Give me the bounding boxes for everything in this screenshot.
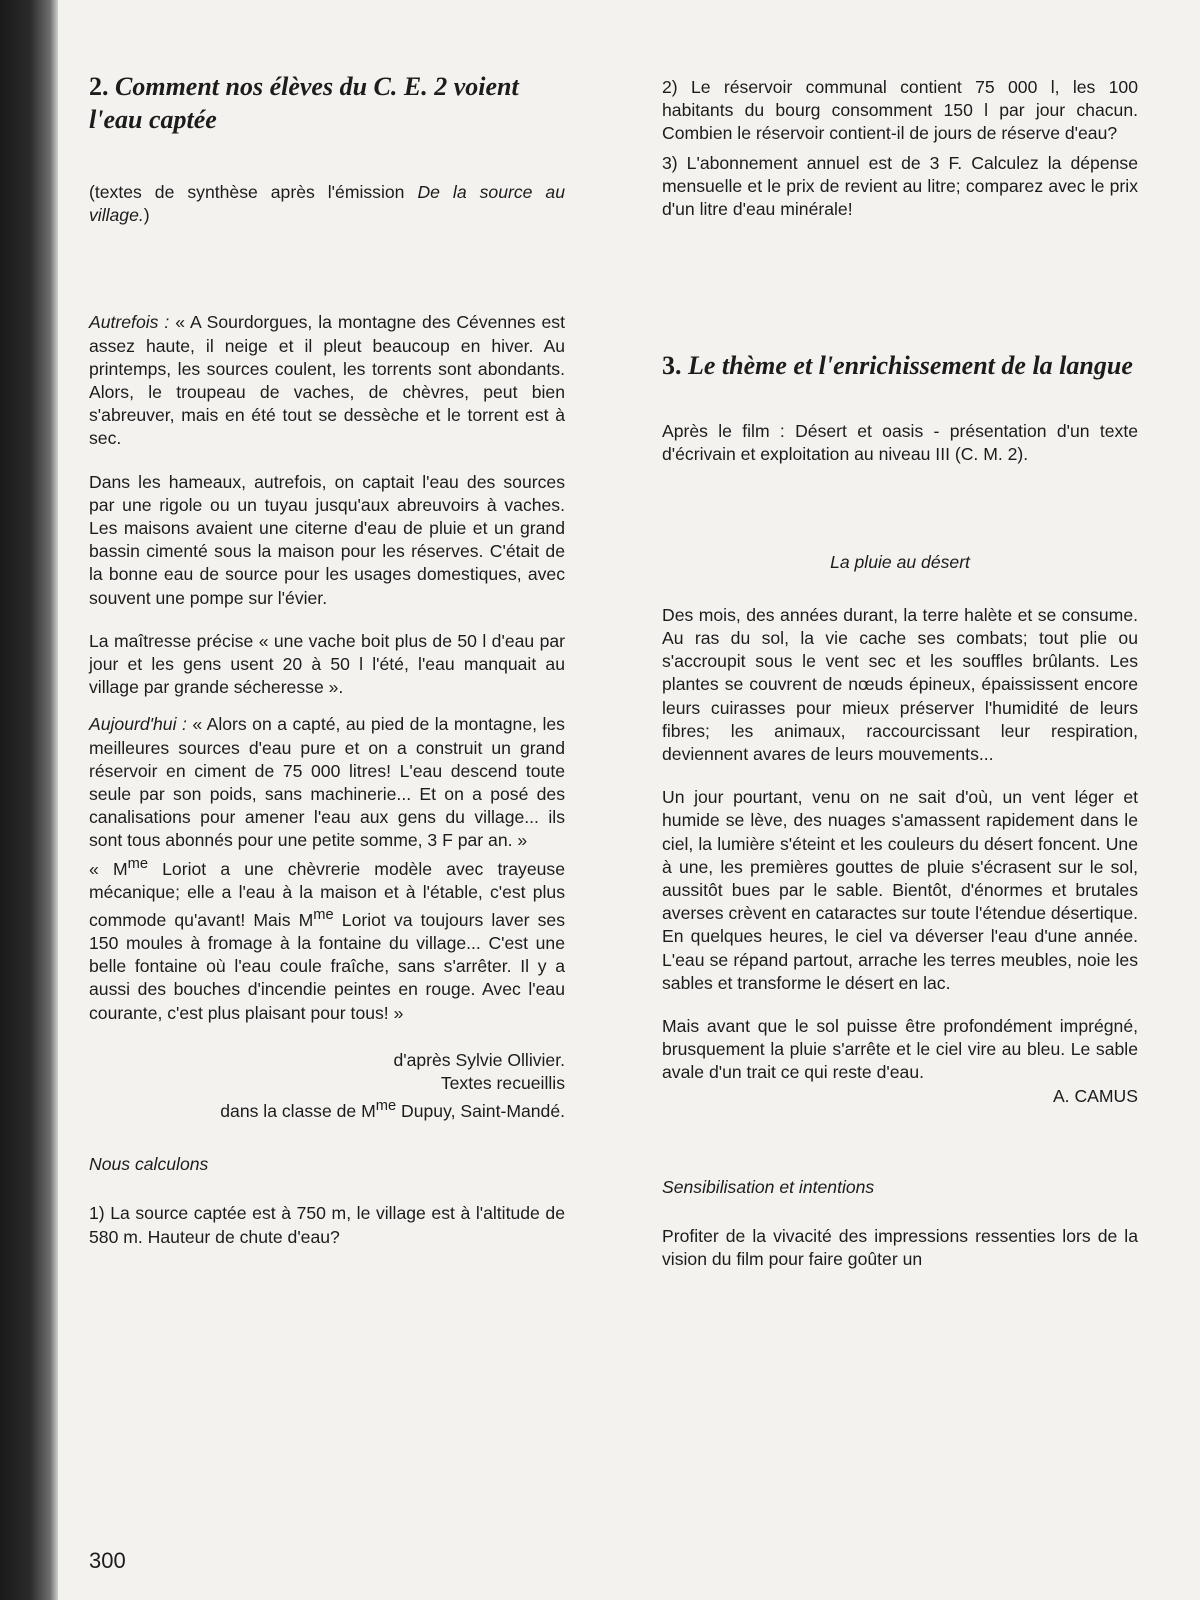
- autrefois-text: « A Sourdorgues, la montagne des Cévennes est assez haute, il neige et il pleut beaucoup en hiver. Au printemps, les sources coulent, les torrents sont abondants. Alors, le troupeau de vaches, de chèvres, peut bien s'abreuver, mais en été tout se dessèche et le torrent est à sec.: [89, 312, 565, 449]
- autrefois-label: Autrefois :: [89, 312, 170, 333]
- sensibilisation-title: Sensibilisation et intentions: [662, 1176, 875, 1197]
- loriot-sup-2: me: [313, 906, 334, 923]
- credit-class-sup: me: [375, 1098, 397, 1115]
- pluie-paragraph-3: Mais avant que le sol puisse être profondément imprégné, brusquement la pluie s'arrête et le ciel vire au bleu. Le sable avale d'un trait ce qui reste d'eau.: [662, 1016, 1138, 1083]
- loriot-text-2: Loriot a une chèvrerie modèle avec trayeuse mécanique; elle a l'eau à la maison et à l'étable, c'est plus commode qu'avant! Mais M: [89, 858, 565, 930]
- credit-class: [89, 1095, 565, 1123]
- section-2-title: Comment nos élèves du C. E. 2 voient l'eau captée: [89, 72, 519, 134]
- credit-class-a: dans la classe de M: [220, 1101, 376, 1122]
- loriot-text-1: « M: [89, 858, 128, 879]
- intro-title: De la source au village.: [89, 182, 565, 226]
- loriot-sup-1: me: [127, 855, 148, 872]
- intro-prefix: (textes de synthèse après l'émission: [89, 182, 418, 202]
- aujourdhui-text: « Alors on a capté, au pied de la montagne, les meilleures sources d'eau pure et on a construit un grand réservoir en ciment de 75 000 litres! L'eau descend toute seule par son poids, sans machinerie... Et on a posé des canalisations pour amener l'eau aux gens du village... ils sont tous abonnés pour une petite somme, 3 F par an. »: [89, 714, 565, 851]
- pluie-title: La pluie au désert: [830, 551, 970, 572]
- maitresse-paragraph: La maîtresse précise « une vache boit plus de 50 l d'eau par jour et les gens usent 20 à 50 l l'été, l'eau manquait au village par grande sécheresse ».: [89, 630, 565, 698]
- autrefois-paragraph: [89, 311, 565, 450]
- left-column: [89, 70, 565, 1249]
- aujourdhui-label: Aujourd'hui :: [89, 714, 187, 735]
- intro-suffix: ): [143, 205, 150, 226]
- book-binding-shadow: [0, 0, 58, 1600]
- section-2-number: 2.: [89, 72, 109, 101]
- loriot-text-3: Loriot va toujours laver ses 150 moules à fromage à la fontaine du village... C'est une belle fontaine où l'eau coule fraîche, sans s'arrêter. Il y a aussi des bouches d'incendie peintes en rouge. Avec l'eau courante, c'est plus plaisant pour tous! »: [89, 909, 566, 1023]
- page-number: 300: [89, 1548, 126, 1573]
- hameaux-paragraph: Dans les hameaux, autrefois, on captait l'eau des sources par une rigole ou un tuyau jusqu'aux abreuvoirs à vaches. Les maisons avaient une citerne d'eau de pluie et un grand bassin cimenté sous la maison pour les réserves. C'était de la bonne eau de source pour les usages domestiques, avec souvent une pompe sur l'évier.: [89, 471, 565, 608]
- right-column: [662, 76, 1138, 1272]
- calculons-title: Nous calculons: [89, 1154, 209, 1175]
- question-3: 3) L'abonnement annuel est de 3 F. Calculez la dépense mensuelle et le prix de revient au litre; comparez avec le prix d'un litre d'eau minérale!: [662, 152, 1138, 220]
- sensibilisation-paragraph: Profiter de la vivacité des impressions ressenties lors de la vision du film pour faire goûter un: [662, 1226, 1138, 1270]
- section-2-heading: [89, 70, 565, 136]
- section-3-heading: [662, 349, 1138, 382]
- aujourdhui-paragraph: [89, 713, 565, 852]
- pluie-paragraph-2: Un jour pourtant, venu on ne sait d'où, un vent léger et humide se lève, des nuages s'amassent rapidement dans le ciel, la lumière s'éteint et les couleurs du désert foncent. Une à une, les premières gouttes de pluie s'écrasent sur le sol, aussitôt bues par le sable. Bientôt, d'énormes et brutales averses crèvent en cataractes sur toute l'étendue désertique. En quelques heures, le ciel va déverser l'eau d'une année. L'eau se répand partout, arrache les terres meubles, noie les sables et transforme le désert en lac.: [662, 787, 1138, 993]
- question-1: 1) La source captée est à 750 m, le village est à l'altitude de 580 m. Hauteur de chute d'eau?: [89, 1203, 565, 1247]
- section-3-title: Le thème et l'enrichissement de la langue: [688, 351, 1133, 381]
- pluie-paragraph-1: Des mois, des années durant, la terre halète et se consume. Au ras du sol, la vie cache ses combats; tout plie ou s'accroupit sous le vent sec et les souffles brûlants. Les plantes se couvrent de nœuds épineux, épaississent encore leurs cuirasses pour mieux préserver l'humidité de leurs fibres; les animaux, raccourcissant leur respiration, deviennent avares de leurs mouvements...: [662, 604, 1138, 765]
- credit-collected: Textes recueillis: [440, 1073, 565, 1094]
- question-2: 2) Le réservoir communal contient 75 000 l, les 100 habitants du bourg consomment 150 l par jour chacun. Combien le réservoir contient-il de jours de réserve d'eau?: [662, 77, 1138, 144]
- author-signature: A. CAMUS: [1052, 1085, 1138, 1106]
- apres-film-paragraph: Après le film : Désert et oasis - présentation d'un texte d'écrivain et exploitation au niveau III (C. M. 2).: [662, 421, 1138, 465]
- credit-class-b: Dupuy, Saint-Mandé.: [396, 1101, 565, 1122]
- loriot-paragraph: [89, 853, 565, 1025]
- credit-author: d'après Sylvie Ollivier.: [393, 1049, 565, 1070]
- section-3-number: 3.: [662, 351, 682, 381]
- intro-note: [89, 181, 565, 227]
